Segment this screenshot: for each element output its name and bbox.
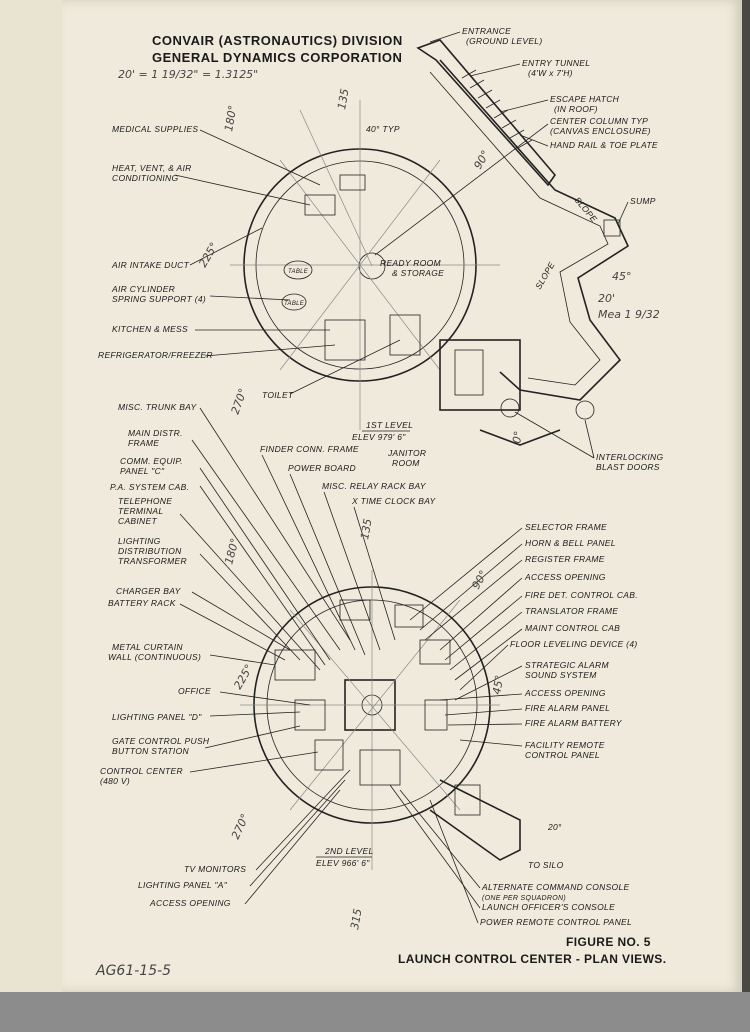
note-20: 20' [598,292,616,305]
blast-door-right [576,401,594,419]
label-access-opening-1: ACCESS OPENING [525,572,606,582]
svg-text:225°: 225° [231,662,256,692]
label-sump: SUMP [630,196,656,206]
label-lighting-panel-d: LIGHTING PANEL "D" [112,712,202,722]
label-fire-det: FIRE DET. CONTROL CAB. [525,590,638,600]
label-access-opening-2: ACCESS OPENING [525,688,606,698]
svg-text:0°: 0° [510,429,526,445]
lower-angle-mark: 20° [548,822,562,832]
label-medical-supplies: MEDICAL SUPPLIES [112,124,199,134]
label-ready-room: READY ROOM [380,258,441,268]
svg-text:90°: 90° [469,568,491,592]
label-in-roof: (IN ROOF) [554,104,598,114]
launch-console [360,750,400,785]
label-translator: TRANSLATOR FRAME [525,606,619,616]
label-telephone: TELEPHONE [118,496,173,506]
upper-level-label: 1ST LEVEL [366,420,414,430]
lower-plan [100,402,638,931]
figure-number: FIGURE NO. 5 [566,935,651,949]
label-one-per-squadron: (ONE PER SQUADRON) [482,895,566,902]
svg-text:TABLE: TABLE [284,301,305,307]
svg-text:270°: 270° [228,386,250,417]
label-selector-frame: SELECTOR FRAME [525,522,607,532]
header-division: CONVAIR (ASTRONAUTICS) DIVISION [152,33,403,48]
svg-text:180°: 180° [222,536,242,566]
label-lighting-panel-a: LIGHTING PANEL "A" [138,880,228,890]
label-transformer: TRANSFORMER [118,556,187,566]
label-sound-system: SOUND SYSTEM [525,670,597,680]
label-ground-level: (GROUND LEVEL) [466,36,543,46]
label-horn-bell: HORN & BELL PANEL [525,538,616,548]
label-main-distr: MAIN DISTR. [128,428,183,438]
label-power-board: POWER BOARD [288,463,357,473]
label-interlocking: INTERLOCKING [596,452,664,462]
label-gate-control: GATE CONTROL PUSH [112,736,210,746]
label-room: ROOM [392,458,420,468]
label-misc-relay: MISC. RELAY RACK BAY [322,481,426,491]
label-spring-support: SPRING SUPPORT (4) [112,294,207,304]
label-480v: (480 V) [100,776,130,786]
label-hvac-2: CONDITIONING [112,173,179,183]
label-pa-system: P.A. SYSTEM CAB. [110,482,190,492]
label-launch-officer: LAUNCH OFFICER'S CONSOLE [482,902,616,912]
label-access-opening-left: ACCESS OPENING [150,898,231,908]
label-janitor: JANITOR [388,448,427,458]
label-distribution: DISTRIBUTION [118,546,182,556]
label-fire-alarm-panel: FIRE ALARM PANEL [525,703,611,713]
label-button-station: BUTTON STATION [112,746,189,756]
figure-title: LAUNCH CONTROL CENTER - PLAN VIEWS. [398,952,667,966]
label-entry-tunnel: ENTRY TUNNEL [522,58,591,68]
label-escape-hatch: ESCAPE HATCH [550,94,620,104]
lower-elevation: ELEV 966' 6" [316,858,370,868]
note-mea: Mea 1 9/32 [598,308,660,321]
svg-text:90°: 90° [471,148,493,172]
label-canvas-enclosure: (CANVAS ENCLOSURE) [550,126,651,136]
label-air-cylinder: AIR CYLINDER [112,284,176,294]
label-air-intake: AIR INTAKE DUCT [112,260,190,270]
upper-angle-mark: 40° TYP [366,124,400,134]
svg-text:TABLE: TABLE [288,269,309,275]
svg-text:180°: 180° [222,104,240,133]
svg-text:225°: 225° [196,240,221,270]
label-frame: FRAME [128,438,160,448]
label-control-center: CONTROL CENTER [100,766,183,776]
label-refrigerator: REFRIGERATOR/FREEZER [98,350,213,360]
label-cabinet: CABINET [118,516,157,526]
label-strategic-alarm: STRATEGIC ALARM [525,660,609,670]
label-finder-conn: FINDER CONN. FRAME [260,444,359,454]
blast-door-left [501,399,519,417]
kitchen-block [325,320,365,360]
label-slope-2: SLOPE [533,260,557,291]
label-tv-monitors: TV MONITORS [184,864,247,874]
silo-corridor [430,780,520,860]
upper-elevation: ELEV 979' 6" [352,432,406,442]
document-id: AG61-15-5 [96,963,172,979]
label-comm-equip: COMM. EQUIP. [120,456,183,466]
label-panel-c: PANEL "C" [120,466,165,476]
label-kitchen: KITCHEN & MESS [112,324,188,334]
svg-text:315: 315 [348,907,365,931]
label-power-remote: POWER REMOTE CONTROL PANEL [480,917,633,927]
label-battery-rack: BATTERY RACK [108,598,176,608]
lower-level-label: 2ND LEVEL [325,846,374,856]
control-center-block [315,740,343,770]
label-office: OFFICE [178,686,211,696]
office-block [295,700,325,730]
scale-note: 20' = 1 19/32" = 1.3125" [118,68,259,81]
label-tunnel-size: (4'W x 7'H) [528,68,573,78]
svg-text:135: 135 [335,87,352,111]
label-floor-leveling: FLOOR LEVELING DEVICE (4) [510,639,638,649]
label-facility-remote: FACILITY REMOTE [525,740,605,750]
svg-text:135: 135 [358,517,375,541]
header-corporation: GENERAL DYNAMICS CORPORATION [152,50,403,65]
label-center-column: CENTER COLUMN TYP [550,116,649,126]
label-storage: & STORAGE [392,268,445,278]
label-charger-bay: CHARGER BAY [116,586,181,596]
label-metal-curtain: METAL CURTAIN [112,642,183,652]
label-toilet: TOILET [262,390,294,400]
label-alt-command: ALTERNATE COMMAND CONSOLE [482,882,630,892]
svg-text:45°: 45° [490,674,507,696]
label-wall-continuous: WALL (CONTINUOUS) [108,652,202,662]
label-hvac-1: HEAT, VENT, & AIR [112,163,192,173]
label-control-panel: CONTROL PANEL [525,750,600,760]
label-register-frame: REGISTER FRAME [525,554,605,564]
to-silo-label: TO SILO [528,860,564,870]
svg-text:270°: 270° [228,811,252,842]
label-maint-control: MAINT CONTROL CAB [525,623,621,633]
label-blast-doors: BLAST DOORS [596,462,660,472]
label-terminal: TERMINAL [118,506,164,516]
label-misc-trunk-bay: MISC. TRUNK BAY [118,402,197,412]
label-fire-alarm-battery: FIRE ALARM BATTERY [525,718,622,728]
label-hand-rail: HAND RAIL & TOE PLATE [550,140,658,150]
label-slope-1: SLOPE [572,194,600,225]
label-lighting: LIGHTING [118,536,161,546]
svg-text:45°: 45° [612,270,632,283]
label-entrance: ENTRANCE [462,26,512,36]
toilet-block [390,315,420,355]
label-time-clock: X TIME CLOCK BAY [352,496,436,506]
